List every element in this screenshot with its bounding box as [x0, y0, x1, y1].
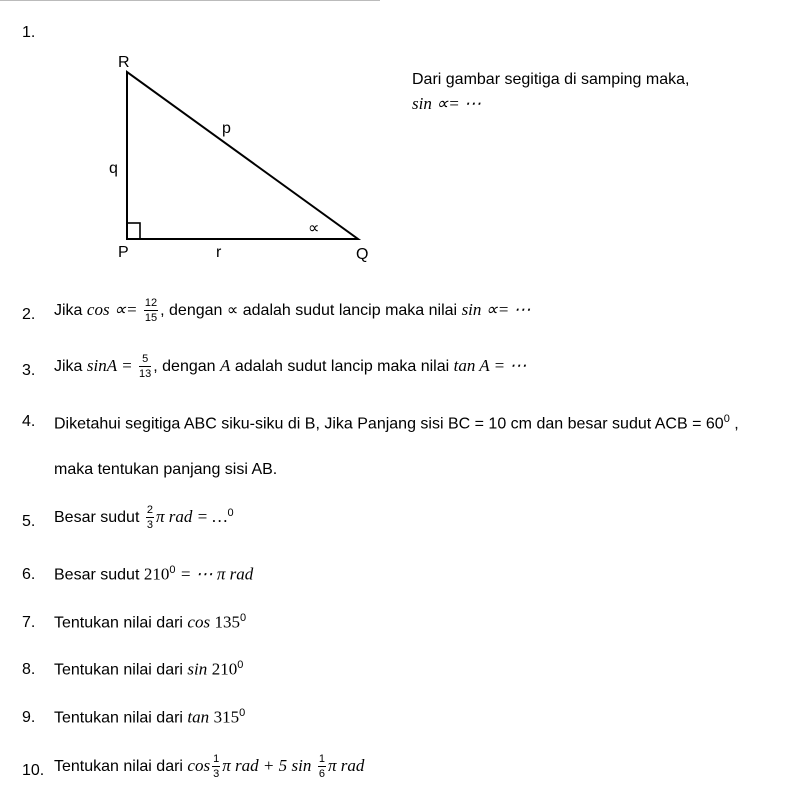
q5-degree-sup: 0 [227, 506, 234, 519]
side-label-p: p [222, 120, 231, 137]
side-label-q: q [109, 160, 118, 177]
q7-fn: cos [187, 612, 211, 632]
q8-value: 210 [211, 659, 238, 679]
q8-text [54, 659, 243, 679]
q3-denominator: 13 [139, 368, 152, 380]
q9-value: 315 [213, 707, 240, 727]
q4-line2: maka tentukan panjang sisi AB. [54, 461, 278, 478]
vertex-label-p: P [118, 244, 129, 261]
q9-degree-sup: 0 [239, 707, 246, 719]
q3-fn: sinA = [86, 356, 133, 376]
q6-value: 210 [143, 564, 170, 584]
q10-denominator2: 6 [318, 768, 325, 780]
q5-number: 5. [22, 513, 36, 530]
q6-number: 6. [22, 566, 36, 583]
q5-expr: π rad = … [155, 507, 228, 527]
q2-numerator: 12 [144, 297, 158, 309]
triangle-figure [100, 45, 390, 275]
q10-denominator1: 3 [213, 768, 220, 780]
q10-text [54, 754, 364, 780]
q3-number: 3. [22, 362, 36, 379]
q10-fraction1 [212, 754, 220, 780]
triangle-pqr [127, 72, 358, 239]
q1-number: 1. [22, 24, 36, 41]
q10-fn1: cos [187, 756, 211, 776]
q4-line1-text: Diketahui segitiga ABC siku-siku di B, Jika Panjang sisi BC = 10 cm dan besar sudut ACB = 60 [54, 415, 724, 433]
q8-fn: sin [187, 659, 208, 679]
q10-expr1: π rad + 5 [222, 756, 288, 776]
q7-degree-sup: 0 [240, 612, 247, 624]
q1-text [412, 68, 689, 116]
right-angle-marker [127, 223, 140, 239]
q10-fn2: sin [291, 756, 312, 776]
q4-number: 4. [22, 413, 36, 430]
vertex-label-q: Q [356, 246, 369, 263]
q9-number: 9. [22, 709, 36, 726]
q3-text [54, 354, 526, 380]
q5-text [54, 505, 234, 531]
top-edge-line [0, 0, 380, 2]
q1-text-line2: sin ∝= ⋯ [412, 94, 481, 113]
q9-fn: tan [187, 707, 210, 727]
q2-pre: Jika [54, 302, 83, 320]
q10-number: 10. [22, 762, 45, 779]
q5-numerator: 2 [146, 504, 153, 516]
q5-fraction [146, 505, 154, 531]
q2-mid: , dengan ∝ adalah sudut lancip maka nilai [160, 302, 458, 320]
q9-text [54, 707, 245, 727]
q3-tail: tan A = ⋯ [453, 356, 527, 376]
q6-degree-sup: 0 [169, 564, 176, 576]
q2-fraction [144, 298, 158, 324]
q5-denominator: 3 [146, 519, 153, 531]
q3-numerator: 5 [139, 354, 151, 367]
q3-fraction [139, 354, 151, 380]
q9-pre: Tentukan nilai dari [54, 709, 183, 727]
q2-fn: cos ∝= [86, 300, 138, 320]
q3-pre: Jika [54, 358, 83, 376]
q10-fraction2 [318, 754, 326, 780]
side-label-r: r [216, 244, 222, 261]
q10-expr2: π rad [327, 756, 365, 776]
q2-number: 2. [22, 306, 36, 323]
q7-text [54, 612, 246, 632]
q8-degree-sup: 0 [237, 659, 244, 671]
q8-pre: Tentukan nilai dari [54, 661, 183, 679]
q4-comma: , [729, 415, 739, 433]
q5-pre: Besar sudut [54, 509, 140, 527]
q3-mid2: adalah sudut lancip maka nilai [234, 358, 450, 376]
q10-numerator2: 1 [318, 753, 325, 765]
q2-tail: sin ∝= ⋯ [461, 300, 531, 320]
q6-expr: = ⋯ π rad [179, 564, 254, 584]
angle-label-alpha: ∝ [308, 220, 320, 237]
q6-pre: Besar sudut [54, 566, 140, 584]
q10-numerator1: 1 [213, 753, 220, 765]
q3-mid: , dengan [153, 358, 216, 376]
q1-text-line1: Dari gambar segitiga di samping maka, [412, 71, 690, 88]
q10-pre: Tentukan nilai dari [54, 758, 183, 776]
q4-degree-sup: 0 [723, 413, 730, 425]
q3-var: A [219, 356, 231, 376]
q4-line1 [54, 413, 739, 433]
vertex-label-r: R [118, 54, 130, 71]
q7-value: 135 [214, 612, 241, 632]
q2-text [54, 298, 531, 324]
q7-number: 7. [22, 614, 36, 631]
q8-number: 8. [22, 661, 36, 678]
q7-pre: Tentukan nilai dari [54, 614, 183, 632]
q2-denominator: 15 [144, 312, 158, 324]
q6-text [54, 564, 253, 584]
